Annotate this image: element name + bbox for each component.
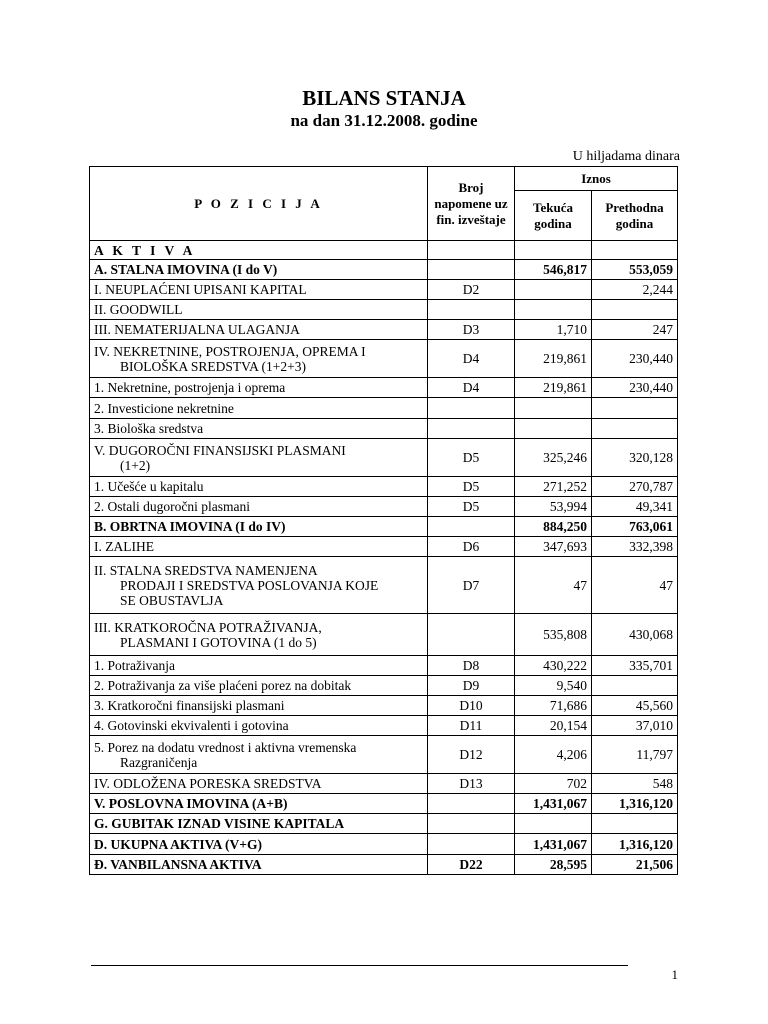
row-current-year: 702 — [515, 774, 592, 794]
row-label: I. NEUPLAĆENI UPISANI KAPITAL — [90, 280, 428, 300]
row-previous-year: 553,059 — [592, 260, 678, 280]
row-label: B. OBRTNA IMOVINA (I do IV) — [90, 517, 428, 537]
row-current-year: 9,540 — [515, 676, 592, 696]
table-row — [90, 260, 678, 280]
row-previous-year: 47 — [592, 557, 678, 614]
table-row — [90, 477, 678, 497]
row-current-year: 219,861 — [515, 378, 592, 398]
row-current-year: 219,861 — [515, 340, 592, 378]
row-note: D5 — [428, 439, 515, 477]
row-note: D4 — [428, 340, 515, 378]
row-note: D11 — [428, 716, 515, 736]
row-label: II. STALNA SREDSTVA NAMENJENA PRODAJI I SREDSTVA POSLOVANJA KOJE SE OBUSTAVLJA — [90, 557, 428, 614]
header-previous-year: Prethodna godina — [592, 191, 678, 241]
row-label: 4. Gotovinski ekvivalenti i gotovina — [90, 716, 428, 736]
table-row — [90, 419, 678, 439]
row-note: D7 — [428, 557, 515, 614]
table-row — [90, 340, 678, 378]
row-previous-year — [592, 300, 678, 320]
row-label: 1. Potraživanja — [90, 656, 428, 676]
row-note: D2 — [428, 280, 515, 300]
row-previous-year: 230,440 — [592, 340, 678, 378]
table-row — [90, 497, 678, 517]
row-label: D. UKUPNA AKTIVA (V+G) — [90, 834, 428, 855]
row-note — [428, 260, 515, 280]
row-previous-year: 332,398 — [592, 537, 678, 557]
row-current-year: 546,817 — [515, 260, 592, 280]
row-label: IV. ODLOŽENA PORESKA SREDSTVA — [90, 774, 428, 794]
row-current-year: 47 — [515, 557, 592, 614]
row-previous-year: 763,061 — [592, 517, 678, 537]
table-row — [90, 676, 678, 696]
row-note: D10 — [428, 696, 515, 716]
balance-sheet-table — [89, 166, 678, 875]
row-current-year: 53,994 — [515, 497, 592, 517]
table-row — [90, 320, 678, 340]
page-title: BILANS STANJA — [302, 86, 466, 110]
row-current-year: 4,206 — [515, 736, 592, 774]
row-previous-year: 1,316,120 — [592, 794, 678, 814]
row-label: III. KRATKOROČNA POTRAŽIVANJA, PLASMANI I GOTOVINA (1 do 5) — [90, 614, 428, 656]
row-current-year: 347,693 — [515, 537, 592, 557]
table-row — [90, 814, 678, 834]
footer-divider — [91, 965, 628, 966]
page-number: 1 — [671, 967, 678, 982]
row-current-year: 271,252 — [515, 477, 592, 497]
row-label: 3. Biološka sredstva — [90, 419, 428, 439]
table-row — [90, 280, 678, 300]
row-current-year — [515, 300, 592, 320]
row-note — [428, 517, 515, 537]
row-label: 3. Kratkoročni finansijski plasmani — [90, 696, 428, 716]
row-note — [428, 794, 515, 814]
row-current-year: 28,595 — [515, 855, 592, 875]
table-row — [90, 834, 678, 855]
row-label: 2. Investicione nekretnine — [90, 398, 428, 419]
header-note: Broj napomene uz fin. izveštaje — [428, 167, 515, 241]
table-row — [90, 656, 678, 676]
row-previous-year: 37,010 — [592, 716, 678, 736]
row-note: D5 — [428, 497, 515, 517]
row-current-year: 71,686 — [515, 696, 592, 716]
row-current-year: 535,808 — [515, 614, 592, 656]
header-current-year: Tekuća godina — [515, 191, 592, 241]
row-note — [428, 834, 515, 855]
table-row — [90, 774, 678, 794]
row-label: G. GUBITAK IZNAD VISINE KAPITALA — [90, 814, 428, 834]
row-previous-year — [592, 676, 678, 696]
row-label: V. DUGOROČNI FINANSIJSKI PLASMANI (1+2) — [90, 439, 428, 477]
table-row — [90, 794, 678, 814]
row-previous-year: 1,316,120 — [592, 834, 678, 855]
row-note: D5 — [428, 477, 515, 497]
row-previous-year — [592, 419, 678, 439]
row-previous-year: 11,797 — [592, 736, 678, 774]
row-note: D8 — [428, 656, 515, 676]
table-row — [90, 537, 678, 557]
row-previous-year: 270,787 — [592, 477, 678, 497]
row-note — [428, 300, 515, 320]
row-note: D4 — [428, 378, 515, 398]
row-note: D13 — [428, 774, 515, 794]
header-position: P O Z I C I J A — [90, 167, 428, 241]
table-body — [90, 241, 678, 875]
row-current-year: 430,222 — [515, 656, 592, 676]
row-current-year: 325,246 — [515, 439, 592, 477]
row-label: 2. Ostali dugoročni plasmani — [90, 497, 428, 517]
table-row — [90, 696, 678, 716]
row-label: A. STALNA IMOVINA (I do V) — [90, 260, 428, 280]
row-previous-year — [592, 814, 678, 834]
row-previous-year: 320,128 — [592, 439, 678, 477]
row-label: A K T I V A — [90, 241, 428, 260]
row-previous-year: 430,068 — [592, 614, 678, 656]
row-label: 2. Potraživanja za više plaćeni porez na dobitak — [90, 676, 428, 696]
row-previous-year: 21,506 — [592, 855, 678, 875]
table-row — [90, 300, 678, 320]
table-row — [90, 439, 678, 477]
table-row — [90, 557, 678, 614]
header-amount: Iznos — [515, 167, 678, 191]
row-note: D3 — [428, 320, 515, 340]
row-label: II. GOODWILL — [90, 300, 428, 320]
row-current-year — [515, 280, 592, 300]
row-note: D9 — [428, 676, 515, 696]
table-row — [90, 736, 678, 774]
row-current-year — [515, 419, 592, 439]
table-row — [90, 378, 678, 398]
row-label: 1. Učešće u kapitalu — [90, 477, 428, 497]
row-current-year: 884,250 — [515, 517, 592, 537]
row-note — [428, 419, 515, 439]
page-subtitle: na dan 31.12.2008. godine — [290, 111, 478, 130]
row-previous-year — [592, 241, 678, 260]
row-label: IV. NEKRETNINE, POSTROJENJA, OPREMA I BIOLOŠKA SREDSTVA (1+2+3) — [90, 340, 428, 378]
row-previous-year: 49,341 — [592, 497, 678, 517]
row-current-year — [515, 398, 592, 419]
row-label: V. POSLOVNA IMOVINA (A+B) — [90, 794, 428, 814]
row-label: III. NEMATERIJALNA ULAGANJA — [90, 320, 428, 340]
row-current-year: 1,431,067 — [515, 794, 592, 814]
row-previous-year: 247 — [592, 320, 678, 340]
row-previous-year — [592, 398, 678, 419]
row-label: 5. Porez na dodatu vrednost i aktivna vremenska Razgraničenja — [90, 736, 428, 774]
row-current-year: 20,154 — [515, 716, 592, 736]
row-previous-year: 2,244 — [592, 280, 678, 300]
unit-note: U hiljadama dinara — [572, 149, 680, 164]
row-note — [428, 398, 515, 419]
row-previous-year: 230,440 — [592, 378, 678, 398]
row-current-year — [515, 241, 592, 260]
row-current-year: 1,710 — [515, 320, 592, 340]
row-label: Đ. VANBILANSNA AKTIVA — [90, 855, 428, 875]
row-label: 1. Nekretnine, postrojenja i oprema — [90, 378, 428, 398]
row-current-year — [515, 814, 592, 834]
row-note: D22 — [428, 855, 515, 875]
row-note — [428, 814, 515, 834]
table-row — [90, 614, 678, 656]
table-row — [90, 716, 678, 736]
row-label: I. ZALIHE — [90, 537, 428, 557]
row-note — [428, 241, 515, 260]
table-row — [90, 241, 678, 260]
row-note: D6 — [428, 537, 515, 557]
row-previous-year: 548 — [592, 774, 678, 794]
row-note — [428, 614, 515, 656]
row-previous-year: 335,701 — [592, 656, 678, 676]
table-row — [90, 398, 678, 419]
row-previous-year: 45,560 — [592, 696, 678, 716]
table-row — [90, 855, 678, 875]
table-row — [90, 517, 678, 537]
row-current-year: 1,431,067 — [515, 834, 592, 855]
row-note: D12 — [428, 736, 515, 774]
